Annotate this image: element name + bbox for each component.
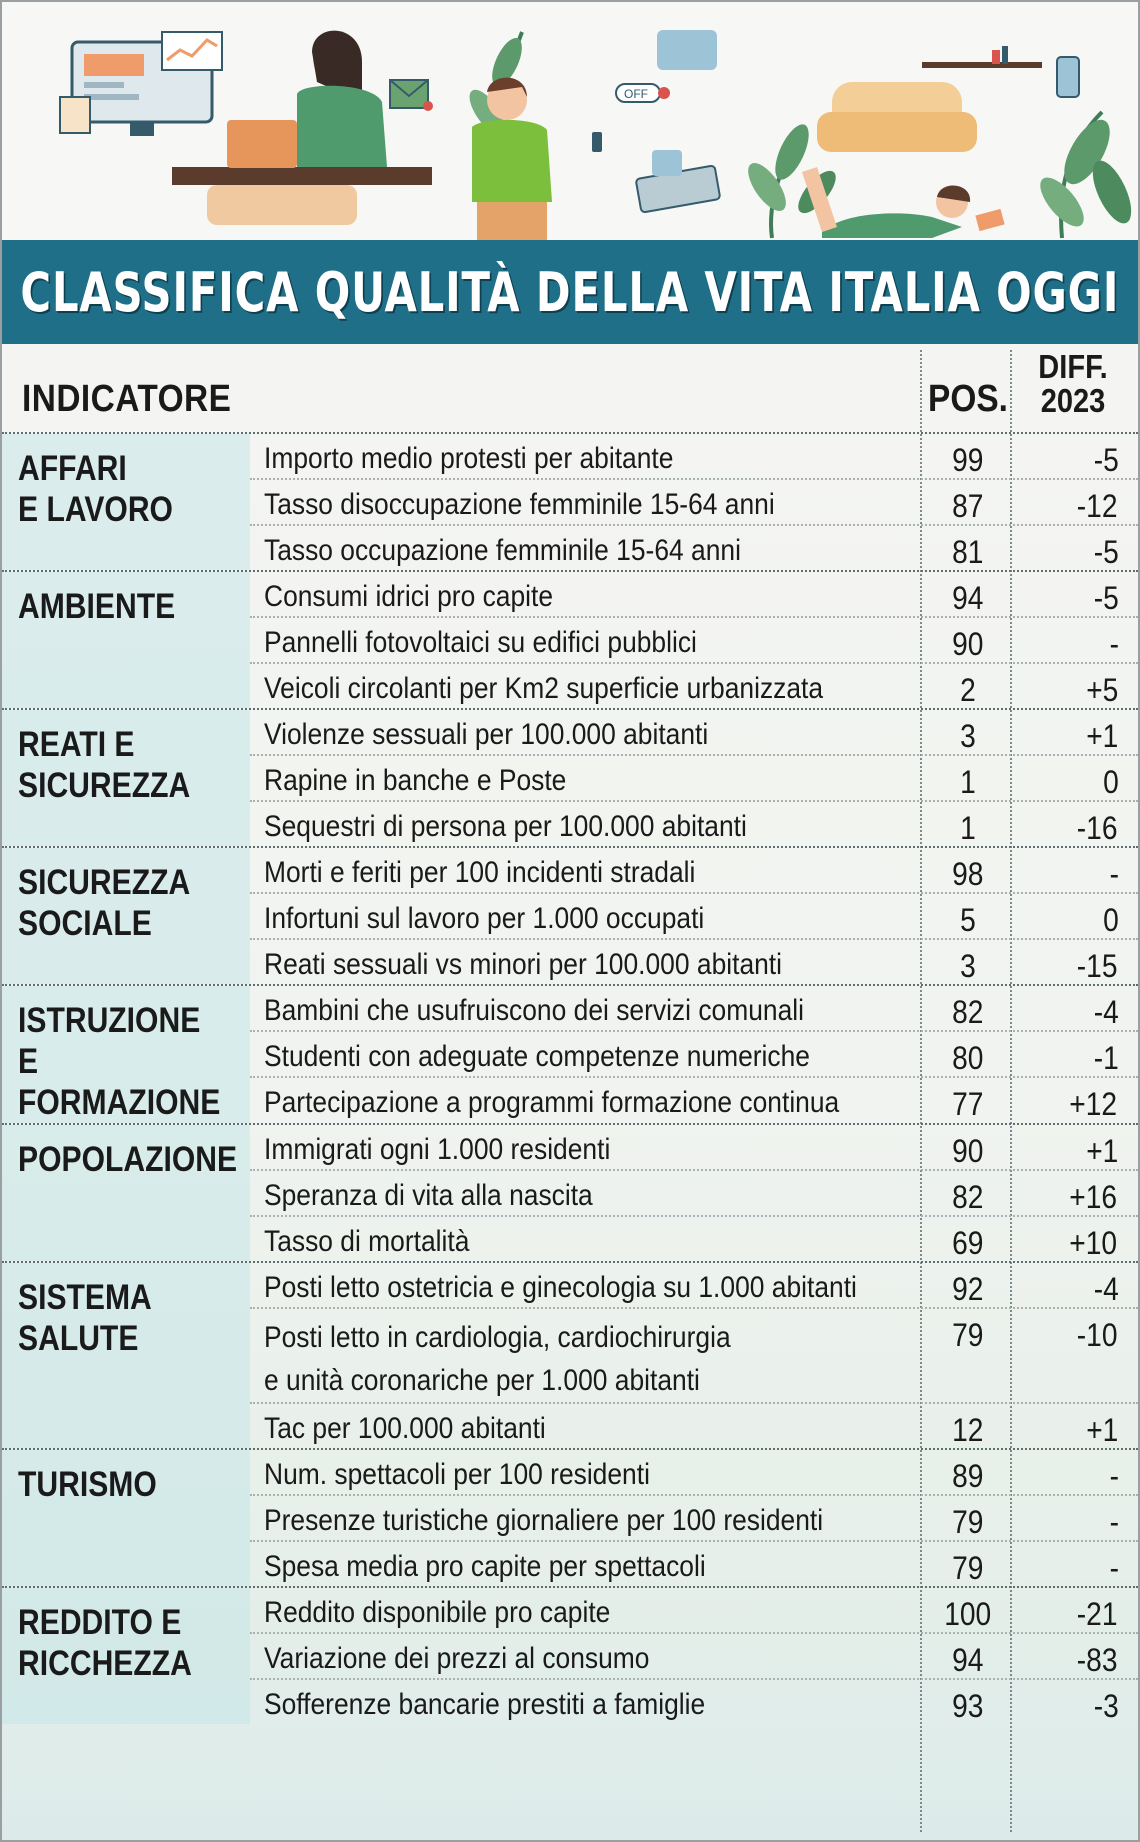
position-value: 3 bbox=[960, 718, 976, 754]
position-value: 82 bbox=[952, 994, 984, 1030]
diff-value: -83 bbox=[1076, 1642, 1118, 1678]
page-title: CLASSIFICA QUALITÀ DELLA VITA ITALIA OGGI bbox=[20, 260, 1120, 324]
diff-value: -1 bbox=[1093, 1040, 1119, 1076]
position-value: 94 bbox=[952, 580, 984, 616]
table-row bbox=[250, 1588, 1138, 1632]
diff-value: -16 bbox=[1076, 810, 1118, 846]
diff-value: -4 bbox=[1093, 994, 1119, 1030]
table-row bbox=[250, 1540, 1138, 1586]
diff-value: +1 bbox=[1085, 1412, 1118, 1448]
diff-value: -4 bbox=[1093, 1271, 1119, 1307]
indicator-label: Variazione dei prezzi al consumo bbox=[264, 1642, 650, 1675]
title-band bbox=[2, 240, 1138, 344]
category-group bbox=[2, 1586, 1138, 1724]
diff-value: -15 bbox=[1076, 948, 1118, 984]
position-value: 92 bbox=[952, 1271, 984, 1307]
table-row bbox=[250, 1402, 1138, 1448]
indicator-label: Pannelli fotovoltaici su edifici pubblici bbox=[264, 626, 697, 659]
position-value: 3 bbox=[960, 948, 976, 984]
category-label: TURISMO bbox=[18, 1465, 157, 1504]
table-row bbox=[250, 800, 1138, 846]
table-row bbox=[250, 1215, 1138, 1261]
indicator-label: Immigrati ogni 1.000 residenti bbox=[264, 1133, 611, 1166]
category-label: POPOLAZIONE bbox=[18, 1140, 238, 1179]
position-value: 5 bbox=[960, 902, 976, 938]
position-value: 12 bbox=[952, 1412, 984, 1448]
category-group bbox=[2, 1123, 1138, 1261]
category-label: REDDITO E RICCHEZZA bbox=[18, 1603, 192, 1683]
table-row bbox=[250, 1125, 1138, 1169]
table-row bbox=[250, 1307, 1138, 1402]
indicator-label: Sequestri di persona per 100.000 abitanti bbox=[264, 810, 747, 843]
table-row bbox=[250, 662, 1138, 708]
diff-value: - bbox=[1109, 1458, 1120, 1494]
diff-value: 0 bbox=[1103, 902, 1119, 938]
indicator-label: Importo medio protesti per abitante bbox=[264, 442, 674, 475]
position-value: 87 bbox=[952, 488, 984, 524]
indicator-label: Speranza di vita alla nascita bbox=[264, 1179, 593, 1212]
diff-value: +1 bbox=[1085, 1133, 1118, 1169]
diff-value: -12 bbox=[1076, 488, 1118, 524]
category-label: ISTRUZIONE E FORMAZIONE bbox=[18, 1001, 221, 1122]
indicator-label: Posti letto ostetricia e ginecologia su 1.000 abitanti bbox=[264, 1271, 857, 1304]
table-row bbox=[250, 938, 1138, 984]
off-switch-icon bbox=[616, 30, 717, 102]
indicator-label: Spesa media pro capite per spettacoli bbox=[264, 1550, 706, 1583]
indicator-label: Reati sessuali vs minori per 100.000 abitanti bbox=[264, 948, 783, 981]
category-group bbox=[2, 708, 1138, 846]
category-group bbox=[2, 1448, 1138, 1586]
position-value: 2 bbox=[960, 672, 976, 708]
table-row bbox=[250, 1450, 1138, 1494]
position-value: 1 bbox=[960, 810, 976, 846]
position-value: 100 bbox=[944, 1596, 992, 1632]
indicator-label: Morti e feriti per 100 incidenti stradali bbox=[264, 856, 696, 889]
category-cell bbox=[2, 572, 250, 708]
position-value: 98 bbox=[952, 856, 984, 892]
category-group bbox=[2, 846, 1138, 984]
svg-text:OFF: OFF bbox=[624, 87, 648, 101]
position-value: 94 bbox=[952, 1642, 984, 1678]
category-group bbox=[2, 1261, 1138, 1448]
indicator-label: Tac per 100.000 abitanti bbox=[264, 1412, 546, 1445]
category-label: SISTEMA SALUTE bbox=[18, 1278, 152, 1358]
indicator-label: Violenze sessuali per 100.000 abitanti bbox=[264, 718, 709, 751]
category-cell bbox=[2, 434, 250, 570]
category-group bbox=[2, 984, 1138, 1123]
indicator-label: Tasso di mortalità bbox=[264, 1225, 470, 1258]
category-cell bbox=[2, 848, 250, 984]
diff-value: +16 bbox=[1068, 1179, 1117, 1215]
position-value: 81 bbox=[952, 534, 984, 570]
position-value: 99 bbox=[952, 442, 984, 478]
indicator-label: Reddito disponibile pro capite bbox=[264, 1596, 611, 1629]
category-label: SICUREZZA SOCIALE bbox=[18, 863, 191, 943]
diff-value: -5 bbox=[1093, 534, 1119, 570]
table-body bbox=[2, 432, 1138, 1724]
position-value: 79 bbox=[952, 1550, 984, 1586]
position-value: 90 bbox=[952, 1133, 984, 1169]
position-value: 79 bbox=[952, 1317, 984, 1353]
position-value: 77 bbox=[952, 1086, 984, 1122]
table-row bbox=[250, 524, 1138, 570]
header-diff-label: DIFF. bbox=[1038, 348, 1108, 385]
indicator-label: Consumi idrici pro capite bbox=[264, 580, 554, 613]
table-row bbox=[250, 1263, 1138, 1307]
header-illustration bbox=[2, 2, 1138, 240]
header-diff-year: 2023 bbox=[1040, 382, 1106, 419]
table-row bbox=[250, 616, 1138, 662]
category-label: REATI E SICUREZZA bbox=[18, 725, 191, 805]
diff-value: -5 bbox=[1093, 442, 1119, 478]
diff-value: +12 bbox=[1068, 1086, 1117, 1122]
table-row bbox=[250, 1494, 1138, 1540]
category-cell bbox=[2, 1450, 250, 1586]
diff-value: - bbox=[1109, 626, 1120, 662]
table-row bbox=[250, 892, 1138, 938]
indicator-label: Studenti con adeguate competenze numeriche bbox=[264, 1040, 810, 1073]
table-row bbox=[250, 478, 1138, 524]
indicator-label: Partecipazione a programmi formazione continua bbox=[264, 1086, 840, 1119]
table-row bbox=[250, 1678, 1138, 1724]
diff-value: - bbox=[1109, 1550, 1120, 1586]
diff-value: -5 bbox=[1093, 580, 1119, 616]
indicator-label: Presenze turistiche giornaliere per 100 residenti bbox=[264, 1504, 824, 1537]
position-value: 69 bbox=[952, 1225, 984, 1261]
table-row bbox=[250, 1169, 1138, 1215]
man-with-phone-figure bbox=[472, 78, 602, 240]
diff-value: - bbox=[1109, 1504, 1120, 1540]
category-cell bbox=[2, 1588, 250, 1724]
indicator-label: Tasso disoccupazione femminile 15-64 anni bbox=[264, 488, 775, 521]
category-group bbox=[2, 570, 1138, 708]
header-indicator: INDICATORE bbox=[22, 378, 232, 420]
indicator-label: Rapine in banche e Poste bbox=[264, 764, 567, 797]
category-cell bbox=[2, 1125, 250, 1261]
diff-value: +1 bbox=[1085, 718, 1118, 754]
indicator-label: Posti letto in cardiologia, cardiochirurgia e unità coronariche per 1.000 abitanti bbox=[264, 1321, 731, 1397]
table-row bbox=[250, 754, 1138, 800]
diff-value: 0 bbox=[1103, 764, 1119, 800]
position-value: 89 bbox=[952, 1458, 984, 1494]
table-row bbox=[250, 986, 1138, 1030]
position-value: 79 bbox=[952, 1504, 984, 1540]
table-row bbox=[250, 710, 1138, 754]
table-row bbox=[250, 572, 1138, 616]
indicator-label: Bambini che usufruiscono dei servizi comunali bbox=[264, 994, 804, 1027]
indicator-label: Num. spettacoli per 100 residenti bbox=[264, 1458, 650, 1491]
indicator-label: Tasso occupazione femminile 15-64 anni bbox=[264, 534, 741, 567]
category-cell bbox=[2, 710, 250, 846]
category-label: AFFARI E LAVORO bbox=[18, 449, 173, 529]
diff-value: -3 bbox=[1093, 1688, 1119, 1724]
position-value: 82 bbox=[952, 1179, 984, 1215]
diff-value: +5 bbox=[1085, 672, 1118, 708]
header-position: POS. bbox=[928, 378, 1008, 420]
diff-value: -21 bbox=[1076, 1596, 1118, 1632]
category-group bbox=[2, 432, 1138, 570]
computer-monitor-icon bbox=[60, 32, 222, 136]
table-row bbox=[250, 1030, 1138, 1076]
diff-value: +10 bbox=[1068, 1225, 1117, 1261]
category-cell bbox=[2, 1263, 250, 1448]
position-value: 1 bbox=[960, 764, 976, 800]
table-row bbox=[250, 1632, 1138, 1678]
table-row bbox=[250, 434, 1138, 478]
indicator-label: Infortuni sul lavoro per 1.000 occupati bbox=[264, 902, 705, 935]
sofa-icon bbox=[817, 46, 1079, 152]
indicator-label: Sofferenze bancarie prestiti a famiglie bbox=[264, 1688, 706, 1721]
indicator-label: Veicoli circolanti per Km2 superficie urbanizzata bbox=[264, 672, 824, 705]
table-row bbox=[250, 1076, 1138, 1122]
diff-value: - bbox=[1109, 856, 1120, 892]
diff-value: -10 bbox=[1076, 1317, 1118, 1353]
table-row bbox=[250, 848, 1138, 892]
position-value: 90 bbox=[952, 626, 984, 662]
header-diff bbox=[1021, 350, 1125, 418]
keyboard-icon bbox=[636, 150, 721, 213]
position-value: 80 bbox=[952, 1040, 984, 1076]
table-header bbox=[2, 344, 1138, 432]
category-label: AMBIENTE bbox=[18, 587, 176, 626]
position-value: 93 bbox=[952, 1688, 984, 1724]
category-cell bbox=[2, 986, 250, 1123]
